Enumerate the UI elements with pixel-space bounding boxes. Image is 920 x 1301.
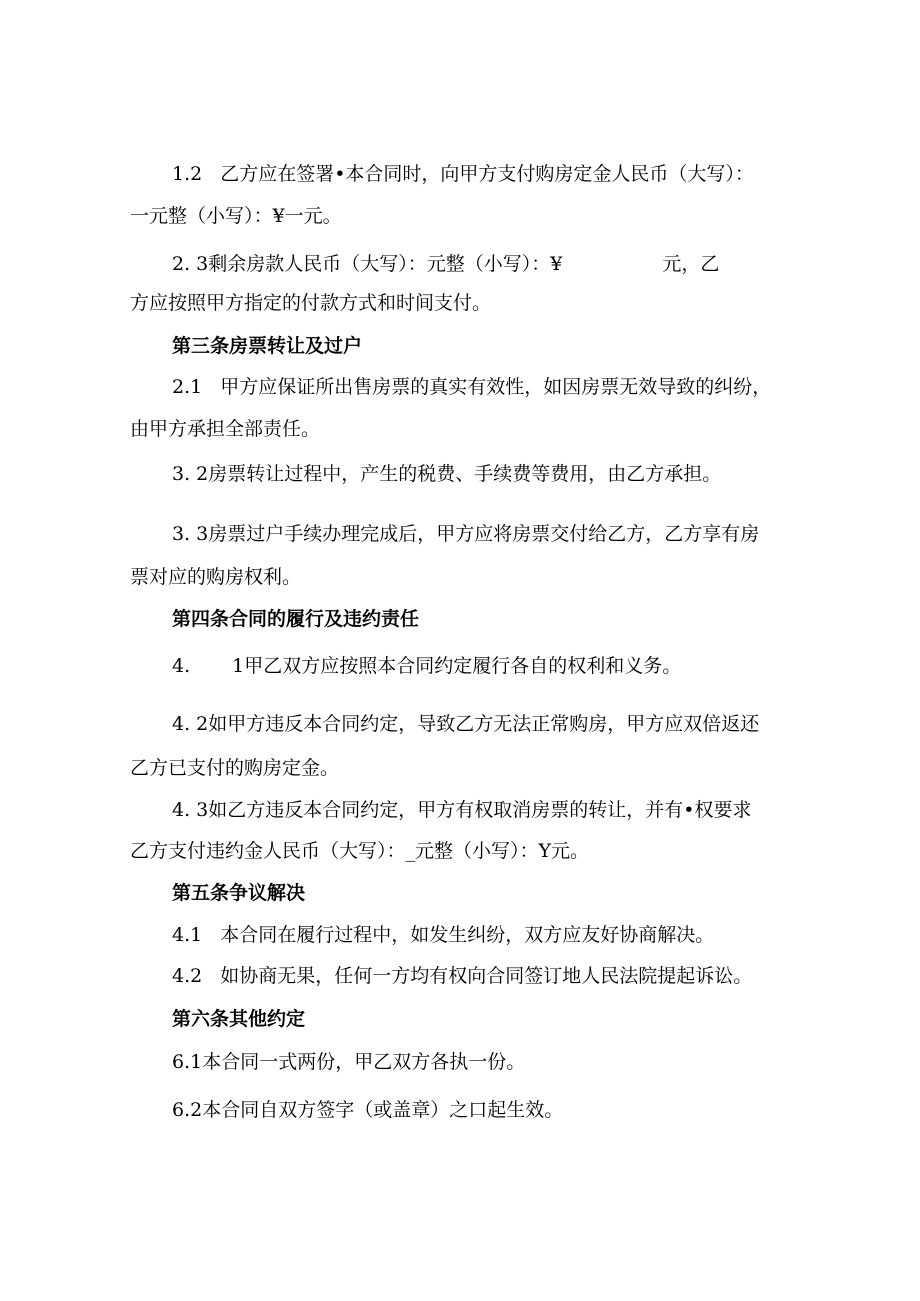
clause-1-2-line-2: 一元整（小写）：¥一元。 <box>130 205 342 227</box>
clause-number: 4.1 <box>172 924 203 946</box>
clause-text: 甲方应保证所出售房票的真实有效性，如因房票无效导致的纠纷， <box>220 376 772 398</box>
clause-2-3-line-1 <box>172 251 719 277</box>
clause-4-2-line-1: 4. 2如甲方违反本合同约定，导致乙方无法正常购房，甲方应双倍返还 <box>172 713 760 735</box>
clause-2-1-line-1 <box>172 374 771 400</box>
clause-4-3-line-1: 4. 3如乙方违反本合同约定，甲方有权取消房票的转让，并有•权要求 <box>172 799 752 821</box>
clause-text: 乙方应在签署•本合同时，向甲方支付购房定金人民币（大写）： <box>220 163 754 185</box>
section-heading-5: 第五条争议解决 <box>172 882 306 904</box>
clause-number: 1.2 <box>172 163 203 185</box>
section-heading-3: 第三条房票转让及过户 <box>172 335 363 357</box>
clause-5-2 <box>172 963 752 989</box>
clause-3-2: 3. 2房票转让过程中，产生的税费、手续费等费用，由乙方承担。 <box>172 463 722 485</box>
clause-4-2-line-2: 乙方已支付的购房定金。 <box>130 757 340 779</box>
clause-text: 2. 3剩余房款人民币（大写）：元整（小写）：¥ <box>172 253 563 275</box>
clause-5-1 <box>172 922 714 948</box>
clause-6-1: 6.1本合同一式两份，甲乙双方各执一份。 <box>172 1051 526 1073</box>
clause-text: 1甲乙双方应按照本合同约定履行各自的权利和义务。 <box>232 655 682 677</box>
clause-2-3-line-2: 方应按照甲方指定的付款方式和时间支付。 <box>130 292 492 314</box>
clause-4-1 <box>172 653 681 679</box>
clause-1-2-line-1 <box>172 161 754 187</box>
clause-text: 元，乙 <box>662 253 720 275</box>
clause-4-3-line-2: 乙方支付违约金人民币（大写）：_元整（小写）：Y元。 <box>130 840 590 862</box>
clause-3-3-line-1: 3. 3房票过户手续办理完成后，甲方应将房票交付给乙方，乙方享有房 <box>172 523 760 545</box>
clause-number: 4. <box>172 655 191 677</box>
clause-text: 如协商无果，任何一方均有权向合同签订地人民法院提起诉讼。 <box>220 965 753 987</box>
section-heading-6: 第六条其他约定 <box>172 1008 306 1030</box>
clause-6-2: 6.2本合同自双方签字（或盖章）之口起生效。 <box>172 1099 564 1121</box>
clause-2-1-line-2: 由甲方承担全部责任。 <box>130 418 321 440</box>
clause-text: 本合同在履行过程中，如发生纠纷，双方应友好协商解决。 <box>220 924 715 946</box>
clause-3-3-line-2: 票对应的购房权利。 <box>130 566 302 588</box>
clause-number: 2.1 <box>172 376 203 398</box>
clause-number: 4.2 <box>172 965 203 987</box>
section-heading-4: 第四条合同的履行及违约责任 <box>172 608 420 630</box>
